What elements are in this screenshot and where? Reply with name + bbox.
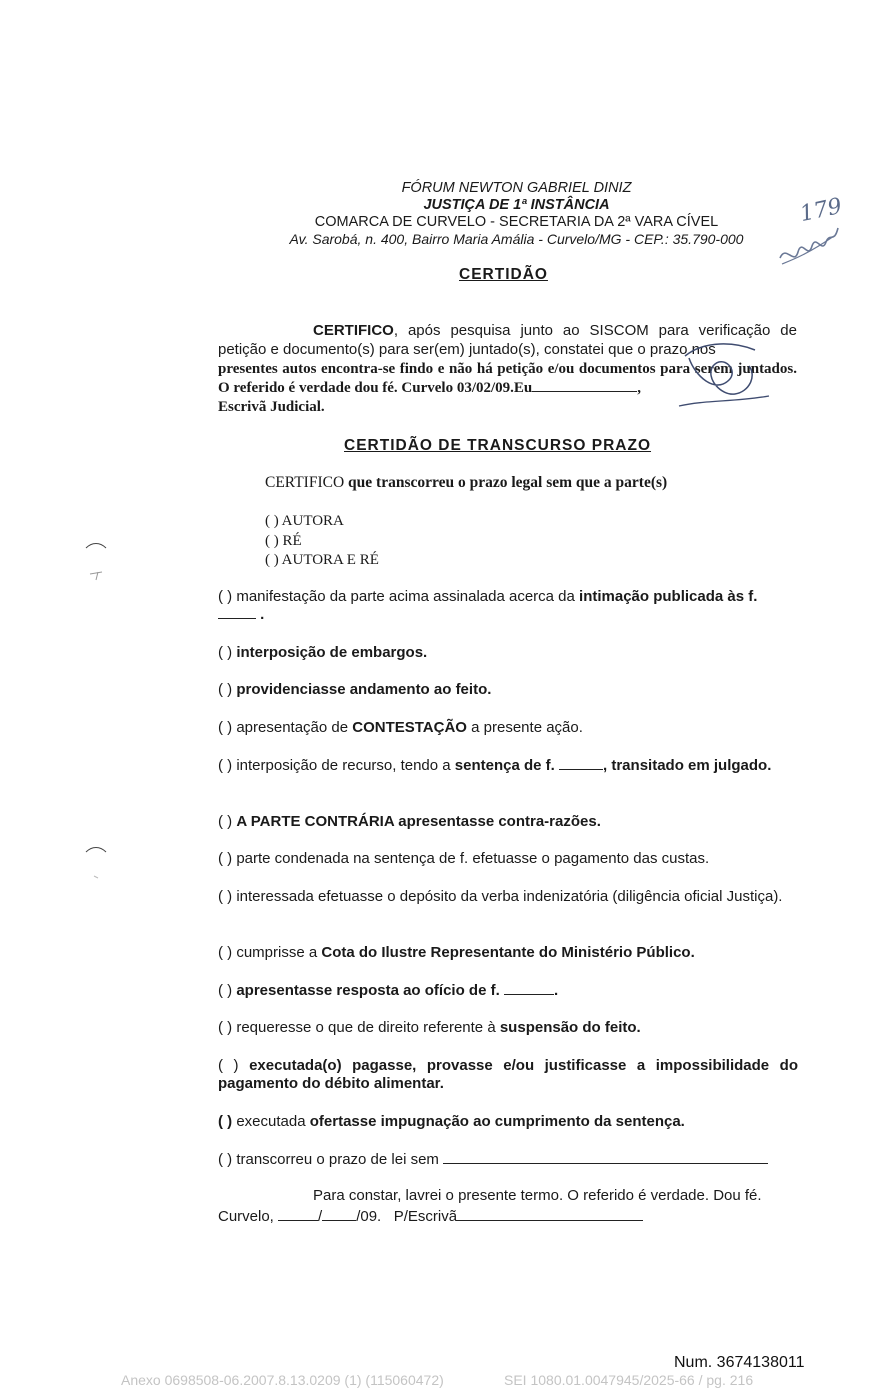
punch-hole-mark-icon bbox=[84, 842, 108, 882]
option-text: ( ) bbox=[218, 982, 237, 999]
blank-day bbox=[278, 1220, 318, 1221]
option-bold-text: CONTESTAÇÃO bbox=[352, 719, 467, 736]
option-deposito: ( ) interessada efetuasse o depósito da verba indenizatória (diligência oficial Justiça). bbox=[218, 888, 783, 905]
party-autora: ( ) AUTORA bbox=[265, 513, 344, 529]
closing-escriva: P/Escrivã bbox=[393, 1208, 458, 1225]
option-bold-text: ofertasse impugnação ao cumprimento da sentença. bbox=[309, 1113, 685, 1130]
court-comarca: COMARCA DE CURVELO - SECRETARIA DA 2ª VARA CÍVEL bbox=[314, 214, 719, 230]
punch-hole-mark-icon bbox=[84, 538, 108, 582]
option-text: executada bbox=[232, 1113, 310, 1130]
option-contestacao bbox=[218, 719, 798, 737]
option-suspensao bbox=[218, 1019, 798, 1037]
option-text: ( ) bbox=[218, 644, 237, 661]
rubric-signature-icon bbox=[665, 336, 775, 416]
option-ministerio-publico bbox=[218, 944, 798, 962]
option-recurso bbox=[218, 757, 798, 775]
option-bold-text: ( ) bbox=[218, 1113, 233, 1130]
blank-line bbox=[504, 994, 554, 995]
option-text: ( ) manifestação da parte acima assinalada acerca da bbox=[218, 588, 580, 605]
party-list bbox=[265, 512, 379, 571]
initials-scribble-icon bbox=[772, 214, 842, 274]
page-number-annotation: 179 bbox=[797, 193, 845, 228]
closing-city: Curvelo, bbox=[218, 1208, 279, 1225]
document-number: Num. 3674138011 bbox=[674, 1354, 805, 1371]
transcurso-intro bbox=[265, 474, 667, 492]
blank-month bbox=[322, 1220, 356, 1221]
option-bold-text: A PARTE CONTRÁRIA apresentasse contra-razões. bbox=[236, 813, 601, 830]
transcurso-intro-rest: que transcorreu o prazo legal sem que a parte(s) bbox=[344, 474, 668, 491]
option-bold-text: intimação publicada às f. bbox=[579, 588, 758, 605]
option-text: ( ) requeresse o que de direito referente à bbox=[218, 1019, 500, 1036]
option-bold-text: interposição de embargos. bbox=[236, 644, 428, 661]
closing-statement: Para constar, lavrei o presente termo. O referido é verdade. Dou fé. bbox=[313, 1187, 762, 1204]
option-text: ( ) bbox=[218, 813, 237, 830]
option-manifestacao: ( ) manifestação da parte acima assinalada acerca da intimação publicada às f. . bbox=[218, 588, 758, 623]
escriva-judicial-label: Escrivã Judicial. bbox=[218, 399, 325, 415]
signature-line bbox=[532, 391, 637, 392]
option-text: ( ) interposição de recurso, tendo a bbox=[218, 757, 455, 774]
closing-date-line: Curvelo, / /09. P/Escrivã bbox=[218, 1208, 643, 1225]
option-text: ( ) apresentação de bbox=[218, 719, 353, 736]
option-bold-text: , transitado em julgado. bbox=[603, 757, 772, 774]
footer-sei: SEI 1080.01.0047945/2025-66 / pg. 216 bbox=[504, 1372, 754, 1388]
option-text: a presente ação. bbox=[466, 719, 583, 736]
option-impugnacao bbox=[218, 1113, 798, 1131]
certifico-lead: CERTIFICO bbox=[313, 322, 394, 339]
transcurso-title: CERTIDÃO DE TRANSCURSO PRAZO bbox=[344, 437, 652, 454]
option-oficio: ( ) apresentasse resposta ao ofício de f. . bbox=[218, 982, 559, 999]
court-instance: JUSTIÇA DE 1ª INSTÂNCIA bbox=[423, 197, 610, 213]
blank-line bbox=[218, 618, 256, 619]
option-bold-text: Cota do Ilustre Representante do Ministério Público. bbox=[321, 944, 695, 961]
option-bold-text: suspensão do feito. bbox=[499, 1019, 641, 1036]
option-text: ( ) cumprisse a bbox=[218, 944, 322, 961]
certidao-text-1: , após pesquisa junto ao SISCOM para verificação de petição e documento(s) para ser(em) juntado(s), constatei que o prazo nos bbox=[218, 322, 797, 358]
certidao-title: CERTIDÃO bbox=[459, 266, 548, 283]
option-custas: ( ) parte condenada na sentença de f. efetuasse o pagamento das custas. bbox=[218, 850, 710, 867]
option-prazo-de-lei bbox=[218, 1151, 798, 1169]
option-bold-text: apresentasse resposta ao ofício de f. bbox=[236, 982, 500, 999]
option-debito-alimentar bbox=[218, 1057, 798, 1093]
option-text: ( ) bbox=[218, 1057, 250, 1074]
option-bold-text: executada(o) pagasse, provasse e/ou justificasse a impossibilidade do pagamento do débito alimentar. bbox=[218, 1057, 798, 1092]
option-parte-contraria bbox=[218, 813, 798, 831]
footer-anexo: Anexo 0698508-06.2007.8.13.0209 (1) (115060472) bbox=[121, 1372, 444, 1388]
closing-year: /09. bbox=[356, 1208, 382, 1225]
blank-line bbox=[559, 769, 603, 770]
court-address: Av. Sarobá, n. 400, Bairro Maria Amália - Curvelo/MG - CEP.: 35.790-000 bbox=[289, 231, 744, 247]
option-bold-text: providenciasse andamento ao feito. bbox=[236, 681, 492, 698]
option-text: ( ) bbox=[218, 681, 237, 698]
blank-line bbox=[443, 1163, 768, 1164]
blank-signature bbox=[457, 1220, 643, 1221]
option-bold-text: sentença de f. bbox=[454, 757, 555, 774]
court-name: FÓRUM NEWTON GABRIEL DINIZ bbox=[401, 180, 632, 196]
party-re: ( ) RÉ bbox=[265, 532, 302, 549]
option-andamento bbox=[218, 681, 798, 699]
option-embargos bbox=[218, 644, 798, 662]
certidao-text-2: presentes autos encontra-se findo e não há petição e/ou documentos para serem juntados. O referido é verdade dou fé. Curvelo 03/02/09.Eu bbox=[218, 361, 797, 396]
party-autora-e-re: ( ) AUTORA E RÉ bbox=[265, 552, 379, 568]
option-text: ( ) transcorreu o prazo de lei sem bbox=[218, 1151, 439, 1168]
transcurso-intro-lead: CERTIFICO bbox=[265, 474, 345, 491]
certidao-paragraph-2: presentes autos encontra-se findo e não há petição e/ou documentos para serem juntados. O referido é verdade dou fé. Curvelo 03/02/09.Eu , bbox=[218, 361, 797, 396]
